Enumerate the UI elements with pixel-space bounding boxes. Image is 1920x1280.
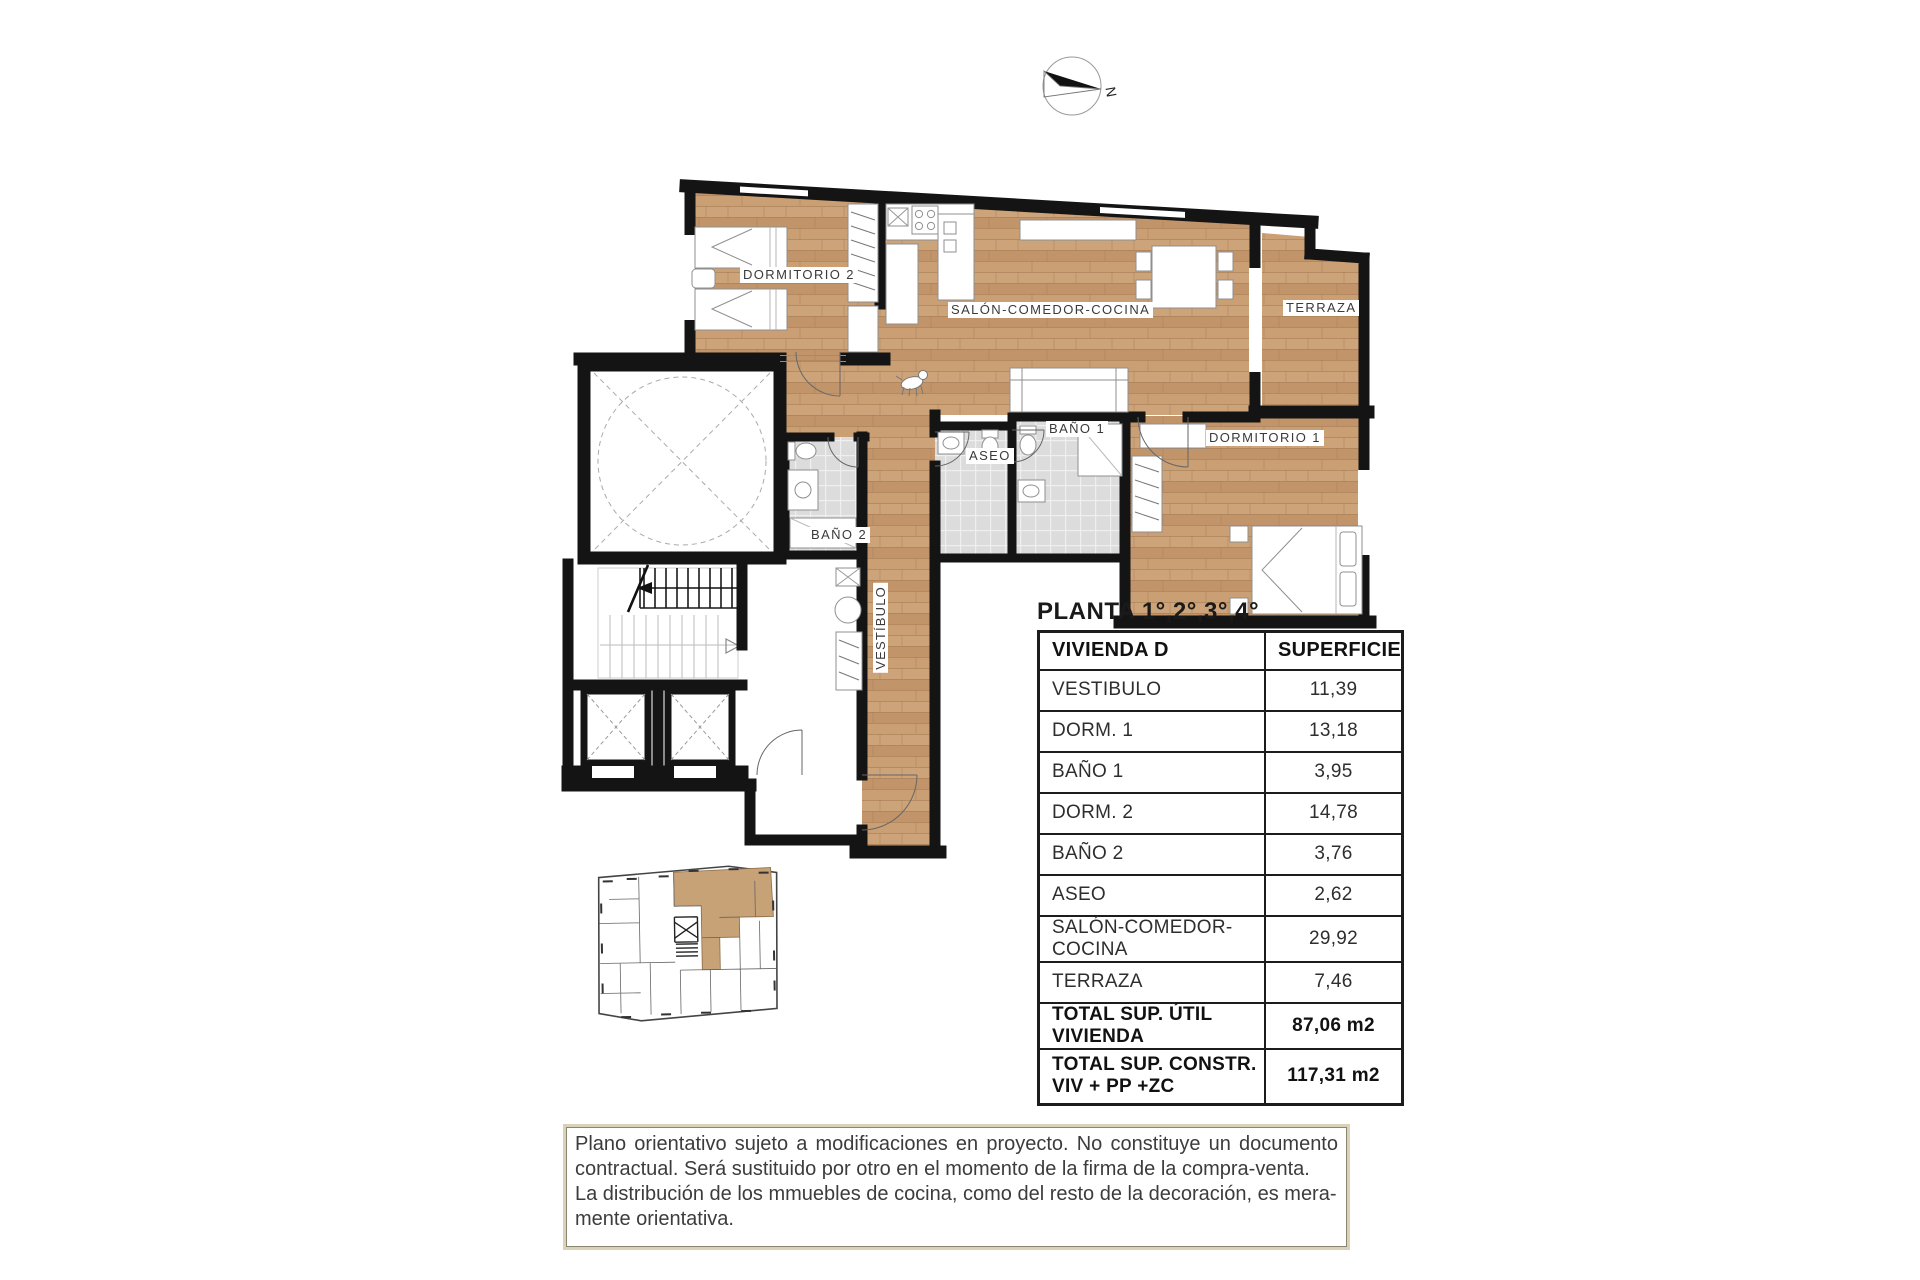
table-cell-room: ASEO bbox=[1039, 875, 1266, 916]
table-cell-total-util-label: TOTAL SUP. ÚTIL VIVIENDA bbox=[1039, 1003, 1266, 1049]
staircase bbox=[598, 565, 739, 678]
table-cell-room: SALÓN-COMEDOR-COCINA bbox=[1039, 916, 1266, 962]
table-row bbox=[1039, 793, 1403, 834]
room-label-dormitorio1: DORMITORIO 1 bbox=[1206, 430, 1324, 446]
table-cell-room: TERRAZA bbox=[1039, 962, 1266, 1003]
surface-table bbox=[1037, 630, 1404, 1106]
dorm1-dresser bbox=[1140, 424, 1206, 448]
table-row bbox=[1039, 875, 1403, 916]
table-row-total-util bbox=[1039, 1003, 1403, 1049]
table-cell-room: DORM. 1 bbox=[1039, 711, 1266, 752]
dorm1-closet bbox=[1132, 456, 1162, 532]
table-cell-total-constr-label bbox=[1039, 1049, 1266, 1105]
table-cell-room: BAÑO 2 bbox=[1039, 834, 1266, 875]
disclaimer-line: mente orientativa. bbox=[575, 1208, 734, 1230]
table-cell-total-constr-value: 117,31 m2 bbox=[1265, 1049, 1403, 1105]
table-cell-total-util-value: 87,06 m2 bbox=[1265, 1003, 1403, 1049]
north-letter: N bbox=[1102, 85, 1120, 99]
table-cell-value: 3,95 bbox=[1265, 752, 1403, 793]
patio-lightwell bbox=[584, 365, 780, 558]
table-cell-value: 11,39 bbox=[1265, 670, 1403, 711]
disclaimer-line: contractual. Será sustituido por otro en el momento de la firma de la compra-venta. bbox=[575, 1158, 1310, 1180]
room-label-dormitorio2: DORMITORIO 2 bbox=[740, 267, 858, 283]
room-label-vestibulo: VESTÍBULO bbox=[873, 583, 888, 673]
table-cell-value: 29,92 bbox=[1265, 916, 1403, 962]
table-row bbox=[1039, 752, 1403, 793]
north-compass-icon bbox=[1032, 45, 1142, 127]
sideboard bbox=[1020, 220, 1136, 240]
table-row bbox=[1039, 711, 1403, 752]
table-header-vivienda: VIVIENDA D bbox=[1039, 632, 1266, 670]
table-cell-room: DORM. 2 bbox=[1039, 793, 1266, 834]
key-plan bbox=[580, 862, 795, 1042]
room-label-salon: SALÓN-COMEDOR-COCINA bbox=[948, 302, 1153, 318]
disclaimer-line: La distribución de los mmuebles de cocina, como del resto de la decoración, es mera- bbox=[575, 1183, 1337, 1205]
room-label-terraza: TERRAZA bbox=[1283, 300, 1359, 316]
disclaimer-box bbox=[566, 1127, 1347, 1247]
table-cell-value: 7,46 bbox=[1265, 962, 1403, 1003]
table-row-total-constr bbox=[1039, 1049, 1403, 1105]
disclaimer-line: Plano orientativo sujeto a modificaciones en proyecto. No constituye un documento bbox=[575, 1133, 1338, 1155]
table-row bbox=[1039, 670, 1403, 711]
table-cell-value: 13,18 bbox=[1265, 711, 1403, 752]
table-row bbox=[1039, 834, 1403, 875]
room-label-bano2: BAÑO 2 bbox=[808, 527, 870, 543]
table-cell-value: 3,76 bbox=[1265, 834, 1403, 875]
total-constr-line2: VIV + PP +ZC bbox=[1052, 1076, 1175, 1098]
table-header-row bbox=[1039, 632, 1403, 670]
table-header-superficie: SUPERFICIE bbox=[1265, 632, 1403, 670]
page-title: PLANTA 1°,2°,3°,4° bbox=[1037, 598, 1260, 625]
sofa bbox=[1010, 368, 1128, 412]
room-label-aseo: ASEO bbox=[966, 448, 1014, 464]
room-label-bano1: BAÑO 1 bbox=[1046, 421, 1108, 437]
table-row bbox=[1039, 962, 1403, 1003]
table-cell-room: VESTIBULO bbox=[1039, 670, 1266, 711]
table-cell-value: 14,78 bbox=[1265, 793, 1403, 834]
table-cell-room: BAÑO 1 bbox=[1039, 752, 1266, 793]
table-cell-value: 2,62 bbox=[1265, 875, 1403, 916]
table-row bbox=[1039, 916, 1403, 962]
total-constr-line1: TOTAL SUP. CONSTR. bbox=[1052, 1054, 1257, 1076]
